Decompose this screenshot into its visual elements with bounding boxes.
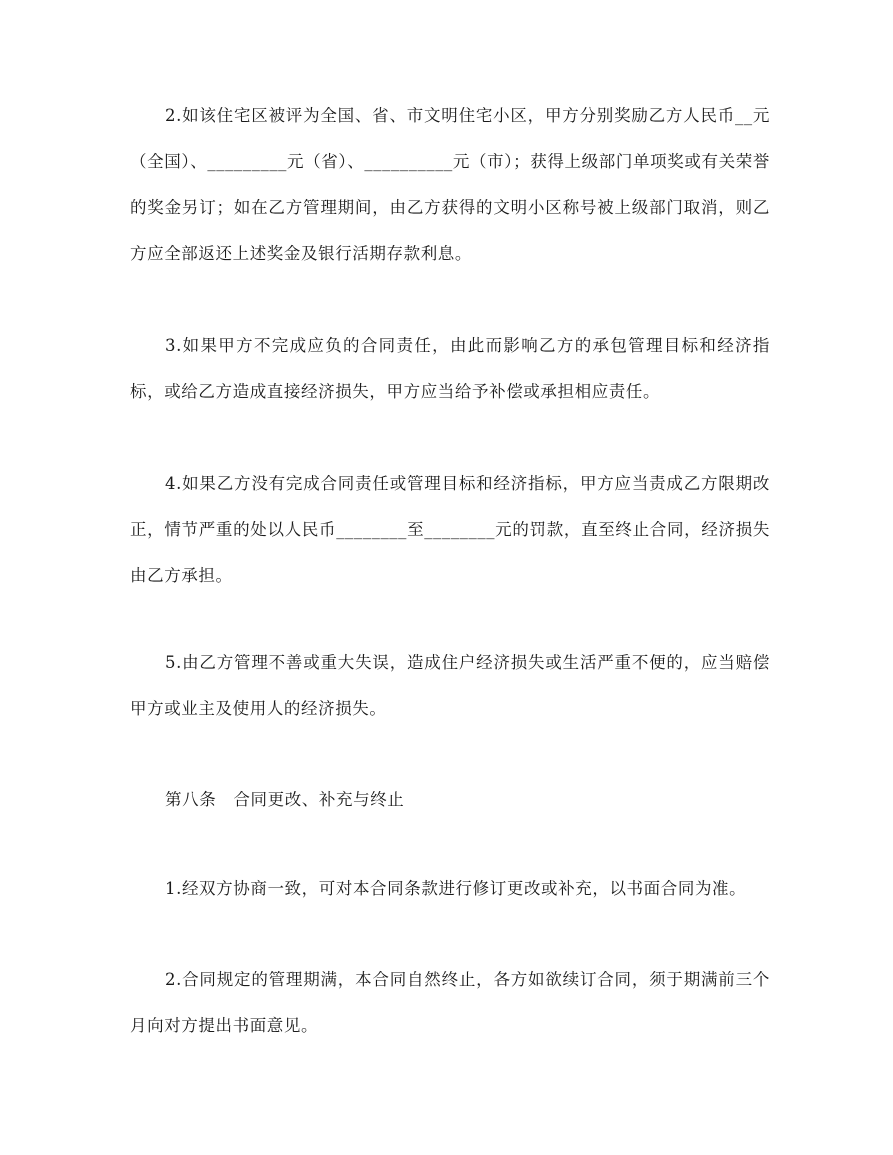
paragraph-termination: 2.合同规定的管理期满，本合同自然终止，各方如欲续订合同，须于期满前三个月向对方提出书面意见。: [130, 970, 770, 1035]
article-heading: 第八条 合同更改、补充与终止: [165, 790, 405, 809]
paragraph-party-b-penalty: 4.如果乙方没有完成合同责任或管理目标和经济指标，甲方应当责成乙方限期改正，情节严重的处以人民币________至________元的罚款，直至终止合同，经济损失由乙方承担。: [130, 474, 770, 585]
paragraph-amendment: 1.经双方协商一致，可对本合同条款进行修订更改或补充，以书面合同为准。: [165, 879, 747, 898]
paragraph-party-a-liability: 3.如果甲方不完成应负的合同责任，由此而影响乙方的承包管理目标和经济指标，或给乙方造成直接经济损失，甲方应当给予补偿或承担相应责任。: [130, 336, 770, 401]
paragraph-compensation: 5.由乙方管理不善或重大失误，造成住户经济损失或生活严重不便的，应当赔偿甲方或业主及使用人的经济损失。: [130, 653, 770, 718]
paragraph-award-clause: 2.如该住宅区被评为全国、省、市文明住宅小区，甲方分别奖励乙方人民币__元（全国）、_________元（省）、__________元（市）；获得上级部门单项奖或有关荣誉的奖金另订；如在乙方管理期间，由乙方获得的文明小区称号被上级部门取消，则乙方应全部返还上述奖金及银行活期存款利息。: [130, 106, 770, 263]
